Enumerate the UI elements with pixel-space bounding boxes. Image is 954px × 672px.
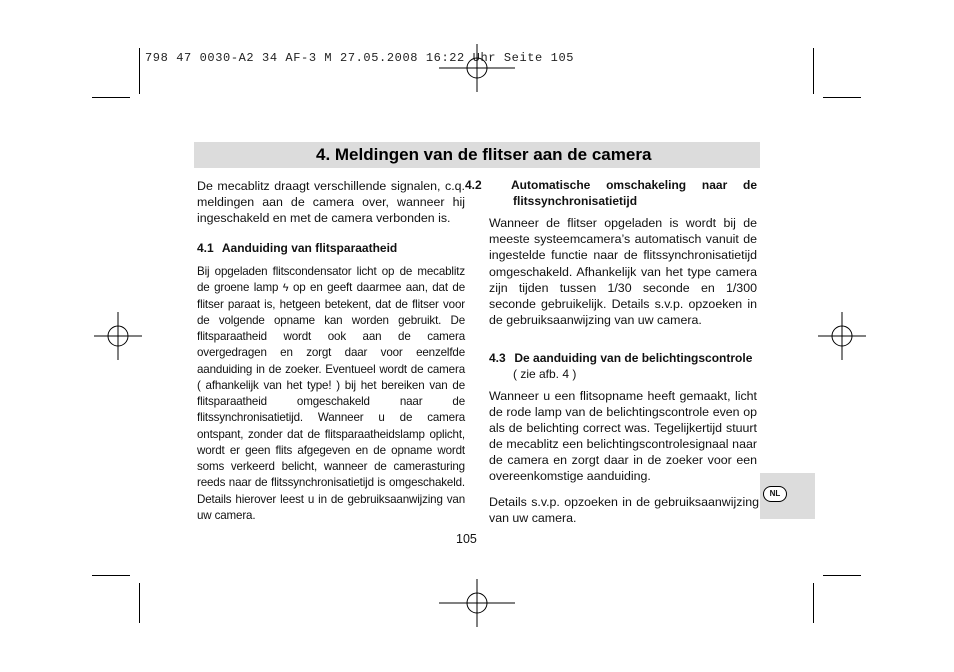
section-4-3-details: Details s.v.p. opzoeken in de gebruiksaanwijzing van uw camera. [489,495,759,526]
section-4-1-text-part-2: op en geeft daarmee aan, dat de flitser paraat is, hetgeen betekent, dat de flitser voor de volgende opname kan worden gebruikt. De flitsparaatheid wordt ook aan de camera overgedragen en zorgt daar voor eenzelfde aanduiding in de zoeker. Eventueel wordt de camera ( afhankelijk van het type! ) bij het bereiken van de flitsparaatheid omgeschakeld naar de flitssynchronisatietijd. Wanneer u de camera ontspant, zonder dat de flitsparaatheidslamp oplicht, wordt er geen flits afgegeven en de opname wordt soms verkeerd belicht, wanneer de camerasturing reeds naar de flitssynchronisatietijd is omgeschakeld. Details hierover leest u in de gebruiksaanwijzing van uw camera. [197,281,465,522]
title-bar [194,142,760,168]
section-4-1-text-part-1: Bij opgeladen flitscondensator licht op de mecablitz de groene lamp [197,265,465,295]
section-4-3-heading [489,350,757,366]
page-number: 105 [456,532,477,546]
left-column [197,178,465,524]
crop-mark-bottom-left-vertical [139,583,140,623]
section-4-1-heading [197,240,465,256]
section-4-3-figure-note: ( zie afb. 4 ) [513,367,577,382]
registration-mark-left-icon [80,298,156,374]
section-4-2-title: Automatische omschakeling naar de flitssynchronisatietijd [511,178,757,208]
section-4-1-title: Aanduiding van flitsparaatheid [221,241,398,255]
registration-mark-top-center-icon [439,30,515,106]
language-badge: NL [763,486,787,502]
section-4-3-number: 4.3 [489,351,506,366]
section-4-3-text: Wanneer u een flitsopname heeft gemaakt, licht de rode lamp van de belichtingscontrole even op als de belichting correct was. Tegelijkertijd stuurt de mecablitz een belichtingscontrolesignaal naar de camera en zorgt daar in de zoeker voor een overeenkomstige aanduiding. [489,389,757,484]
crop-mark-top-left-horizontal [92,97,130,98]
crop-mark-top-right-vertical [813,48,814,94]
crop-mark-bottom-left-horizontal [92,575,130,576]
crop-mark-top-right-horizontal [823,97,861,98]
section-4-1-number: 4.1 [197,241,214,255]
crop-mark-bottom-right-horizontal [823,575,861,576]
registration-mark-bottom-center-icon [439,565,515,641]
intro-paragraph: De mecablitz draagt verschillende signalen, c.q. meldingen aan de camera over, wanneer hij ingeschakeld en met de camera verbonden is. [197,179,465,225]
crop-mark-bottom-right-vertical [813,583,814,623]
flash-ready-lamp-icon: ϟ [282,282,289,295]
section-4-2-number: 4.2 [465,178,482,192]
section-4-2-text: Wanneer de flitser opgeladen is wordt bij de meeste systeemcamera’s automatisch vanuit de ingestelde functie naar de flitssynchronisatietijd omgeschakeld. Afhankelijk van het type camera zijn tijden tussen 1/30 seconde en 1/300 seconde gebruikelijk. Details s.v.p. opzoeken in de gebruiksaanwijzing van uw camera. [489,216,757,328]
section-4-1-text [197,264,465,524]
page-title: 4. Meldingen van de flitser aan de camera [316,145,652,164]
section-4-2-heading [465,177,757,209]
right-column [465,177,759,526]
print-header: 798 47 0030-A2 34 AF-3 M 27.05.2008 16:22 Uhr Seite 105 [145,51,575,65]
crop-mark-top-left-vertical [139,48,140,94]
section-4-3-title: De aanduiding van de belichtingscontrole [514,351,753,366]
registration-mark-right-icon [804,298,880,374]
